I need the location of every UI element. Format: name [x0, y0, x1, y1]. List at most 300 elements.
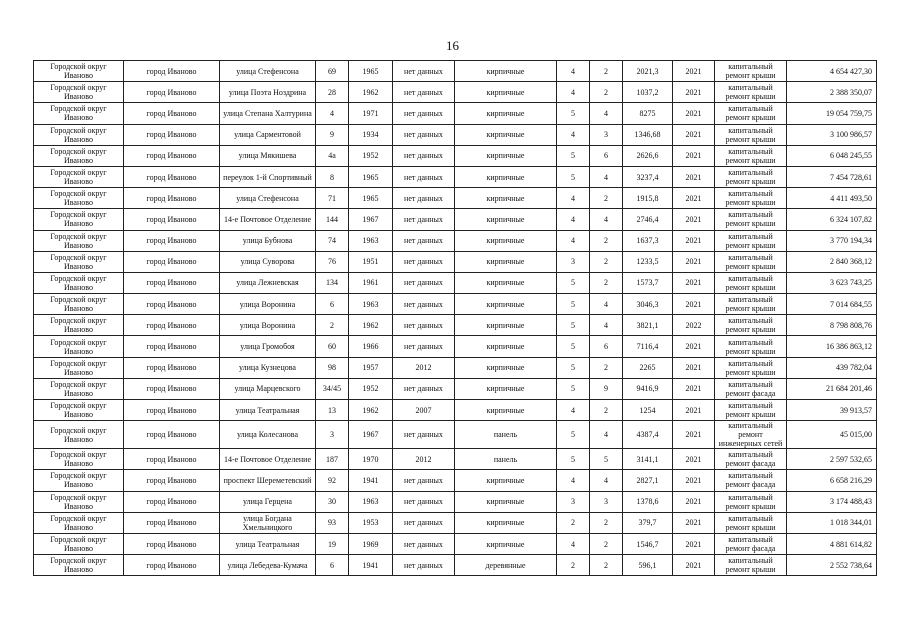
cost-cell: 6 048 245,55 — [787, 145, 877, 166]
entrances-cell: 2 — [590, 512, 623, 533]
entrances-cell: 2 — [590, 400, 623, 421]
municipality-cell: Городской округ Иваново — [34, 209, 124, 230]
municipality-cell: Городской округ Иваново — [34, 378, 124, 399]
table-row — [34, 421, 877, 449]
house-number-cell: 13 — [316, 400, 349, 421]
municipality-cell: Городской округ Иваново — [34, 145, 124, 166]
street-cell: улица Стефенсона — [220, 188, 316, 209]
work-type-cell: капитальный ремонт крыши — [715, 357, 787, 378]
wall-material-cell: кирпичные — [455, 230, 557, 251]
settlement-cell: город Иваново — [124, 166, 220, 187]
municipality-cell: Городской округ Иваново — [34, 294, 124, 315]
table-row — [34, 124, 877, 145]
house-number-cell: 92 — [316, 470, 349, 491]
table-row — [34, 512, 877, 533]
plan-year-cell: 2021 — [673, 230, 715, 251]
wall-material-cell: кирпичные — [455, 400, 557, 421]
wall-material-cell: кирпичные — [455, 315, 557, 336]
municipality-cell: Городской округ Иваново — [34, 421, 124, 449]
table-row — [34, 294, 877, 315]
last-repair-year-cell: нет данных — [393, 272, 455, 293]
floors-cell: 3 — [557, 251, 590, 272]
street-cell: улица Суворова — [220, 251, 316, 272]
cost-cell: 3 174 488,43 — [787, 491, 877, 512]
street-cell: улица Воронина — [220, 294, 316, 315]
entrances-cell: 2 — [590, 188, 623, 209]
work-type-cell: капитальный ремонт фасада — [715, 470, 787, 491]
area-cell: 1637,3 — [623, 230, 673, 251]
wall-material-cell: кирпичные — [455, 272, 557, 293]
floors-cell: 2 — [557, 512, 590, 533]
settlement-cell: город Иваново — [124, 251, 220, 272]
house-number-cell: 60 — [316, 336, 349, 357]
work-type-cell: капитальный ремонт крыши — [715, 272, 787, 293]
construction-year-cell: 1952 — [349, 378, 393, 399]
area-cell: 1233,5 — [623, 251, 673, 272]
construction-year-cell: 1969 — [349, 533, 393, 554]
work-type-cell: капитальный ремонт фасада — [715, 533, 787, 554]
construction-year-cell: 1966 — [349, 336, 393, 357]
plan-year-cell: 2021 — [673, 449, 715, 470]
entrances-cell: 2 — [590, 555, 623, 576]
entrances-cell: 2 — [590, 357, 623, 378]
area-cell: 1915,8 — [623, 188, 673, 209]
plan-year-cell: 2021 — [673, 421, 715, 449]
wall-material-cell: кирпичные — [455, 188, 557, 209]
work-type-cell: капитальный ремонт крыши — [715, 294, 787, 315]
last-repair-year-cell: 2012 — [393, 357, 455, 378]
construction-year-cell: 1962 — [349, 315, 393, 336]
floors-cell: 4 — [557, 61, 590, 82]
last-repair-year-cell: нет данных — [393, 103, 455, 124]
cost-cell: 7 014 684,55 — [787, 294, 877, 315]
entrances-cell: 6 — [590, 336, 623, 357]
cost-cell: 7 454 728,61 — [787, 166, 877, 187]
wall-material-cell: кирпичные — [455, 82, 557, 103]
area-cell: 2827,1 — [623, 470, 673, 491]
last-repair-year-cell: нет данных — [393, 421, 455, 449]
plan-year-cell: 2021 — [673, 145, 715, 166]
plan-year-cell: 2021 — [673, 378, 715, 399]
work-type-cell: капитальный ремонт крыши — [715, 82, 787, 103]
cost-cell: 19 054 759,75 — [787, 103, 877, 124]
work-type-cell: капитальный ремонт крыши — [715, 103, 787, 124]
wall-material-cell: кирпичные — [455, 166, 557, 187]
plan-year-cell: 2022 — [673, 315, 715, 336]
street-cell: улица Лебедева-Кумача — [220, 555, 316, 576]
house-number-cell: 9 — [316, 124, 349, 145]
house-number-cell: 28 — [316, 82, 349, 103]
cost-cell: 8 798 808,76 — [787, 315, 877, 336]
settlement-cell: город Иваново — [124, 188, 220, 209]
entrances-cell: 3 — [590, 124, 623, 145]
settlement-cell: город Иваново — [124, 449, 220, 470]
work-type-cell: капитальный ремонт крыши — [715, 230, 787, 251]
plan-year-cell: 2021 — [673, 272, 715, 293]
last-repair-year-cell: нет данных — [393, 209, 455, 230]
table-row — [34, 357, 877, 378]
settlement-cell: город Иваново — [124, 555, 220, 576]
table-row — [34, 315, 877, 336]
last-repair-year-cell: нет данных — [393, 533, 455, 554]
construction-year-cell: 1941 — [349, 555, 393, 576]
floors-cell: 5 — [557, 378, 590, 399]
construction-year-cell: 1952 — [349, 145, 393, 166]
last-repair-year-cell: нет данных — [393, 378, 455, 399]
table-row — [34, 378, 877, 399]
settlement-cell: город Иваново — [124, 470, 220, 491]
settlement-cell: город Иваново — [124, 209, 220, 230]
last-repair-year-cell: нет данных — [393, 82, 455, 103]
area-cell: 2746,4 — [623, 209, 673, 230]
table-row — [34, 61, 877, 82]
street-cell: улица Колесанова — [220, 421, 316, 449]
entrances-cell: 4 — [590, 166, 623, 187]
table-row — [34, 103, 877, 124]
floors-cell: 4 — [557, 230, 590, 251]
cost-cell: 4 411 493,50 — [787, 188, 877, 209]
settlement-cell: город Иваново — [124, 491, 220, 512]
street-cell: улица Лежневская — [220, 272, 316, 293]
area-cell: 8275 — [623, 103, 673, 124]
house-number-cell: 71 — [316, 188, 349, 209]
house-number-cell: 76 — [316, 251, 349, 272]
street-cell: улица Мякишева — [220, 145, 316, 166]
floors-cell: 4 — [557, 124, 590, 145]
area-cell: 3046,3 — [623, 294, 673, 315]
area-cell: 596,1 — [623, 555, 673, 576]
municipality-cell: Городской округ Иваново — [34, 336, 124, 357]
settlement-cell: город Иваново — [124, 315, 220, 336]
wall-material-cell: кирпичные — [455, 251, 557, 272]
municipality-cell: Городской округ Иваново — [34, 449, 124, 470]
table-row — [34, 145, 877, 166]
entrances-cell: 4 — [590, 103, 623, 124]
last-repair-year-cell: нет данных — [393, 251, 455, 272]
street-cell: улица Поэта Ноздрина — [220, 82, 316, 103]
wall-material-cell: панель — [455, 449, 557, 470]
house-number-cell: 3 — [316, 421, 349, 449]
floors-cell: 5 — [557, 449, 590, 470]
floors-cell: 4 — [557, 188, 590, 209]
municipality-cell: Городской округ Иваново — [34, 357, 124, 378]
construction-year-cell: 1962 — [349, 400, 393, 421]
plan-year-cell: 2021 — [673, 533, 715, 554]
work-type-cell: капитальный ремонт крыши — [715, 124, 787, 145]
house-number-cell: 144 — [316, 209, 349, 230]
last-repair-year-cell: нет данных — [393, 124, 455, 145]
municipality-cell: Городской округ Иваново — [34, 555, 124, 576]
municipality-cell: Городской округ Иваново — [34, 470, 124, 491]
area-cell: 379,7 — [623, 512, 673, 533]
cost-cell: 2 388 350,07 — [787, 82, 877, 103]
municipality-cell: Городской округ Иваново — [34, 400, 124, 421]
table-row — [34, 336, 877, 357]
entrances-cell: 6 — [590, 145, 623, 166]
area-cell: 1254 — [623, 400, 673, 421]
construction-year-cell: 1965 — [349, 188, 393, 209]
last-repair-year-cell: нет данных — [393, 230, 455, 251]
wall-material-cell: кирпичные — [455, 470, 557, 491]
area-cell: 3237,4 — [623, 166, 673, 187]
last-repair-year-cell: нет данных — [393, 512, 455, 533]
entrances-cell: 4 — [590, 421, 623, 449]
street-cell: проспект Шереметевский — [220, 470, 316, 491]
plan-year-cell: 2021 — [673, 209, 715, 230]
wall-material-cell: кирпичные — [455, 103, 557, 124]
work-type-cell: капитальный ремонт крыши — [715, 145, 787, 166]
table-row — [34, 166, 877, 187]
settlement-cell: город Иваново — [124, 272, 220, 293]
floors-cell: 2 — [557, 555, 590, 576]
area-cell: 2021,3 — [623, 61, 673, 82]
cost-cell: 2 597 532,65 — [787, 449, 877, 470]
municipality-cell: Городской округ Иваново — [34, 491, 124, 512]
construction-year-cell: 1965 — [349, 166, 393, 187]
municipality-cell: Городской округ Иваново — [34, 166, 124, 187]
last-repair-year-cell: нет данных — [393, 188, 455, 209]
house-number-cell: 8 — [316, 166, 349, 187]
street-cell: 14-е Почтовое Отделение — [220, 449, 316, 470]
municipality-cell: Городской округ Иваново — [34, 82, 124, 103]
house-number-cell: 93 — [316, 512, 349, 533]
plan-year-cell: 2021 — [673, 357, 715, 378]
cost-cell: 2 840 368,12 — [787, 251, 877, 272]
table-row — [34, 400, 877, 421]
table-row — [34, 188, 877, 209]
table-row — [34, 230, 877, 251]
wall-material-cell: кирпичные — [455, 336, 557, 357]
municipality-cell: Городской округ Иваново — [34, 512, 124, 533]
house-number-cell: 30 — [316, 491, 349, 512]
wall-material-cell: кирпичные — [455, 209, 557, 230]
settlement-cell: город Иваново — [124, 145, 220, 166]
floors-cell: 5 — [557, 103, 590, 124]
work-type-cell: капитальный ремонт крыши — [715, 188, 787, 209]
wall-material-cell: кирпичные — [455, 124, 557, 145]
entrances-cell: 4 — [590, 209, 623, 230]
cost-cell: 1 018 344,01 — [787, 512, 877, 533]
floors-cell: 4 — [557, 209, 590, 230]
wall-material-cell: кирпичные — [455, 512, 557, 533]
cost-cell: 4 654 427,30 — [787, 61, 877, 82]
wall-material-cell: деревянные — [455, 555, 557, 576]
table-row — [34, 491, 877, 512]
entrances-cell: 4 — [590, 294, 623, 315]
table-row — [34, 209, 877, 230]
street-cell: улица Степана Халтурина — [220, 103, 316, 124]
table-row — [34, 272, 877, 293]
entrances-cell: 4 — [590, 315, 623, 336]
table-row — [34, 251, 877, 272]
municipality-cell: Городской округ Иваново — [34, 103, 124, 124]
floors-cell: 5 — [557, 315, 590, 336]
work-type-cell: капитальный ремонт крыши — [715, 491, 787, 512]
construction-year-cell: 1963 — [349, 230, 393, 251]
settlement-cell: город Иваново — [124, 294, 220, 315]
construction-year-cell: 1962 — [349, 82, 393, 103]
table-row — [34, 470, 877, 491]
settlement-cell: город Иваново — [124, 421, 220, 449]
municipality-cell: Городской округ Иваново — [34, 61, 124, 82]
cost-cell: 4 881 614,82 — [787, 533, 877, 554]
entrances-cell: 5 — [590, 449, 623, 470]
settlement-cell: город Иваново — [124, 124, 220, 145]
municipality-cell: Городской округ Иваново — [34, 251, 124, 272]
plan-year-cell: 2021 — [673, 294, 715, 315]
plan-year-cell: 2021 — [673, 188, 715, 209]
cost-cell: 16 386 863,12 — [787, 336, 877, 357]
last-repair-year-cell: нет данных — [393, 315, 455, 336]
floors-cell: 4 — [557, 400, 590, 421]
entrances-cell: 2 — [590, 230, 623, 251]
street-cell: переулок 1-й Спортивный — [220, 166, 316, 187]
wall-material-cell: кирпичные — [455, 533, 557, 554]
cost-cell: 439 782,04 — [787, 357, 877, 378]
table-row — [34, 555, 877, 576]
plan-year-cell: 2021 — [673, 166, 715, 187]
cost-cell: 21 684 201,46 — [787, 378, 877, 399]
house-number-cell: 34/45 — [316, 378, 349, 399]
floors-cell: 3 — [557, 491, 590, 512]
construction-year-cell: 1963 — [349, 294, 393, 315]
floors-cell: 5 — [557, 145, 590, 166]
area-cell: 1378,6 — [623, 491, 673, 512]
housing-repair-table — [33, 60, 877, 576]
house-number-cell: 98 — [316, 357, 349, 378]
street-cell: 14-е Почтовое Отделение — [220, 209, 316, 230]
last-repair-year-cell: нет данных — [393, 470, 455, 491]
wall-material-cell: кирпичные — [455, 294, 557, 315]
plan-year-cell: 2021 — [673, 400, 715, 421]
area-cell: 9416,9 — [623, 378, 673, 399]
plan-year-cell: 2021 — [673, 103, 715, 124]
area-cell: 2265 — [623, 357, 673, 378]
floors-cell: 4 — [557, 533, 590, 554]
house-number-cell: 2 — [316, 315, 349, 336]
street-cell: улица Громобоя — [220, 336, 316, 357]
house-number-cell: 134 — [316, 272, 349, 293]
entrances-cell: 2 — [590, 533, 623, 554]
work-type-cell: капитальный ремонт крыши — [715, 61, 787, 82]
work-type-cell: капитальный ремонт крыши — [715, 336, 787, 357]
construction-year-cell: 1953 — [349, 512, 393, 533]
floors-cell: 5 — [557, 294, 590, 315]
work-type-cell: капитальный ремонт крыши — [715, 315, 787, 336]
cost-cell: 39 913,57 — [787, 400, 877, 421]
floors-cell: 5 — [557, 357, 590, 378]
construction-year-cell: 1951 — [349, 251, 393, 272]
floors-cell: 5 — [557, 421, 590, 449]
last-repair-year-cell: нет данных — [393, 166, 455, 187]
table-row — [34, 533, 877, 554]
work-type-cell: капитальный ремонт крыши — [715, 400, 787, 421]
municipality-cell: Городской округ Иваново — [34, 272, 124, 293]
street-cell: улица Герцена — [220, 491, 316, 512]
wall-material-cell: кирпичные — [455, 378, 557, 399]
cost-cell: 6 324 107,82 — [787, 209, 877, 230]
last-repair-year-cell: 2012 — [393, 449, 455, 470]
plan-year-cell: 2021 — [673, 124, 715, 145]
cost-cell: 3 100 986,57 — [787, 124, 877, 145]
cost-cell: 6 658 216,29 — [787, 470, 877, 491]
plan-year-cell: 2021 — [673, 512, 715, 533]
house-number-cell: 6 — [316, 294, 349, 315]
entrances-cell: 2 — [590, 61, 623, 82]
plan-year-cell: 2021 — [673, 491, 715, 512]
street-cell: улица Сарментовой — [220, 124, 316, 145]
construction-year-cell: 1961 — [349, 272, 393, 293]
municipality-cell: Городской округ Иваново — [34, 230, 124, 251]
construction-year-cell: 1941 — [349, 470, 393, 491]
wall-material-cell: панель — [455, 421, 557, 449]
construction-year-cell: 1965 — [349, 61, 393, 82]
construction-year-cell: 1967 — [349, 421, 393, 449]
house-number-cell: 187 — [316, 449, 349, 470]
settlement-cell: город Иваново — [124, 400, 220, 421]
last-repair-year-cell: нет данных — [393, 555, 455, 576]
street-cell: улица Бубнова — [220, 230, 316, 251]
house-number-cell: 19 — [316, 533, 349, 554]
plan-year-cell: 2021 — [673, 470, 715, 491]
area-cell: 7116,4 — [623, 336, 673, 357]
last-repair-year-cell: нет данных — [393, 61, 455, 82]
house-number-cell: 4 — [316, 103, 349, 124]
last-repair-year-cell: нет данных — [393, 145, 455, 166]
municipality-cell: Городской округ Иваново — [34, 533, 124, 554]
area-cell: 1037,2 — [623, 82, 673, 103]
area-cell: 4387,4 — [623, 421, 673, 449]
floors-cell: 4 — [557, 82, 590, 103]
work-type-cell: капитальный ремонт инженерных сетей — [715, 421, 787, 449]
work-type-cell: капитальный ремонт крыши — [715, 166, 787, 187]
work-type-cell: капитальный ремонт фасада — [715, 449, 787, 470]
table-row — [34, 82, 877, 103]
entrances-cell: 2 — [590, 82, 623, 103]
last-repair-year-cell: нет данных — [393, 336, 455, 357]
street-cell: улица Театральная — [220, 400, 316, 421]
area-cell: 1346,68 — [623, 124, 673, 145]
construction-year-cell: 1970 — [349, 449, 393, 470]
area-cell: 1573,7 — [623, 272, 673, 293]
plan-year-cell: 2021 — [673, 555, 715, 576]
area-cell: 1546,7 — [623, 533, 673, 554]
wall-material-cell: кирпичные — [455, 61, 557, 82]
settlement-cell: город Иваново — [124, 103, 220, 124]
work-type-cell: капитальный ремонт крыши — [715, 251, 787, 272]
house-number-cell: 69 — [316, 61, 349, 82]
entrances-cell: 2 — [590, 251, 623, 272]
entrances-cell: 9 — [590, 378, 623, 399]
street-cell: улица Театральная — [220, 533, 316, 554]
settlement-cell: город Иваново — [124, 357, 220, 378]
entrances-cell: 3 — [590, 491, 623, 512]
entrances-cell: 4 — [590, 470, 623, 491]
work-type-cell: капитальный ремонт фасада — [715, 378, 787, 399]
area-cell: 3141,1 — [623, 449, 673, 470]
cost-cell: 45 015,00 — [787, 421, 877, 449]
plan-year-cell: 2021 — [673, 251, 715, 272]
area-cell: 2626,6 — [623, 145, 673, 166]
plan-year-cell: 2021 — [673, 336, 715, 357]
work-type-cell: капитальный ремонт крыши — [715, 209, 787, 230]
construction-year-cell: 1934 — [349, 124, 393, 145]
page-number: 16 — [446, 38, 459, 53]
wall-material-cell: кирпичные — [455, 145, 557, 166]
wall-material-cell: кирпичные — [455, 357, 557, 378]
cost-cell: 3 770 194,34 — [787, 230, 877, 251]
municipality-cell: Городской округ Иваново — [34, 188, 124, 209]
